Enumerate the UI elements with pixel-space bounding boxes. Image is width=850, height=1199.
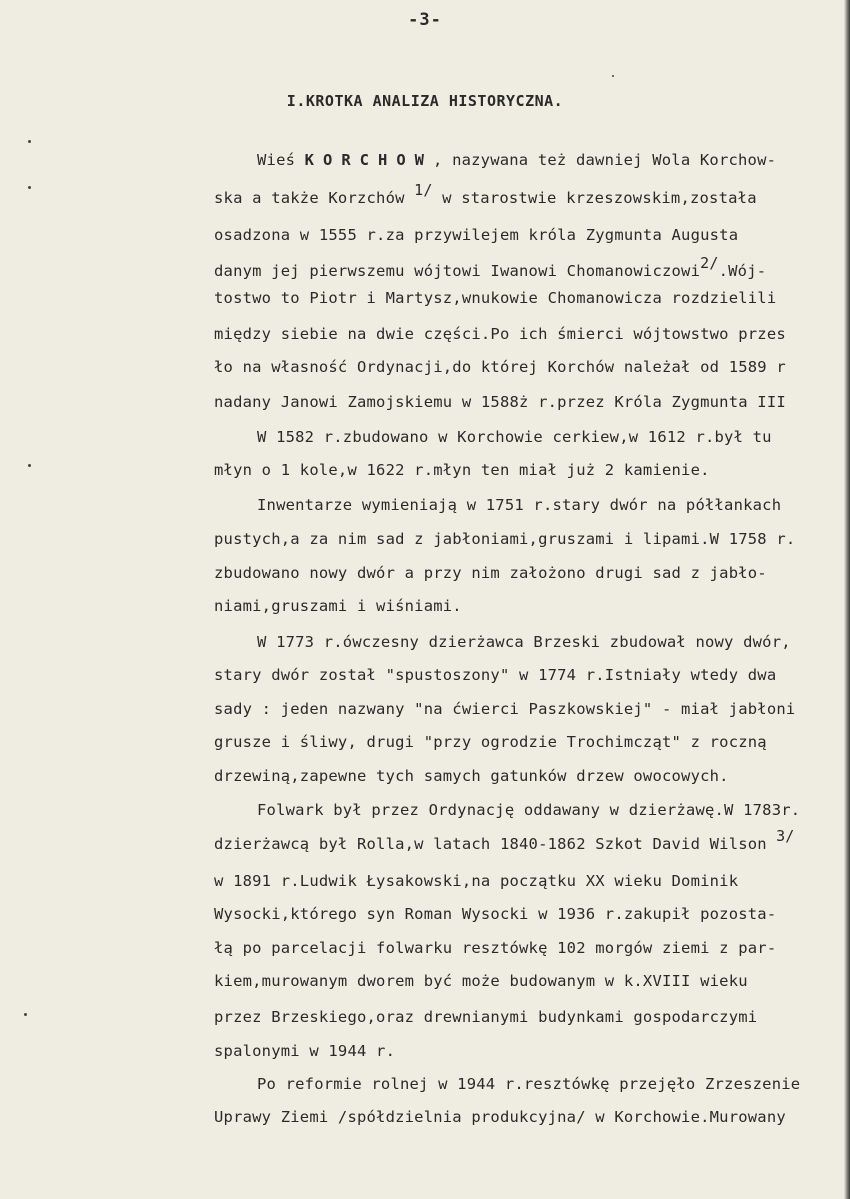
text-line: stary dwór został "spustoszony" w 1774 r.Istniały wtedy dwa <box>214 666 777 684</box>
text-line: drzewiną,zapewne tych samych gatunków drzew owocowych. <box>214 767 729 785</box>
text-line: niami,gruszami i wiśniami. <box>214 597 462 615</box>
margin-speck <box>28 186 31 189</box>
footnote-marker: 1/ <box>414 181 433 199</box>
text-line: Wysocki,którego syn Roman Wysocki w 1936 r.zakupił pozosta- <box>214 905 777 923</box>
text-line: danym jej pierwszemu wójtowi Iwanowi Chomanowiczowi$^{2/}$.Wój- <box>214 254 767 280</box>
text-line: dzierżawcą był Rolla,w latach 1840-1862 Szkot David Wilson $^{3/}$ <box>214 827 795 853</box>
text-line: sady : jeden nazwany "na ćwierci Paszkowskiej" - miał jabłoni <box>214 700 796 718</box>
text-line: zbudowano nowy dwór a przy nim założono drugi sad z jabło- <box>214 564 767 582</box>
text-line: Folwark był przez Ordynację oddawany w dzierżawę.W 1783r. <box>257 801 801 819</box>
text-line: grusze i śliwy, drugi "przy ogrodzie Trochimcząt" z roczną <box>214 733 767 751</box>
text-line: łą po parcelacji folwarku resztówkę 102 morgów ziemi z par- <box>214 939 777 957</box>
footnote-marker: 3/ <box>766 827 795 845</box>
text-line: kiem,murowanym dworem być może budowanym w k.XVIII wieku <box>214 972 748 990</box>
margin-speck <box>24 1013 27 1016</box>
margin-speck <box>28 140 31 143</box>
text-line: nadany Janowi Zamojskiemu w 1588ż r.przez Króla Zygmunta III <box>214 393 786 411</box>
text-line: młyn o 1 kole,w 1622 r.młyn ten miał już 2 kamienie. <box>214 461 710 479</box>
text-line: pustych,a za nim sad z jabłoniami,gruszami i lipami.W 1758 r. <box>214 530 796 548</box>
text-line: ło na własność Ordynacji,do której Korchów należał od 1589 r <box>214 358 786 376</box>
text-line: W 1582 r.zbudowano w Korchowie cerkiew,w 1612 r.był tu <box>257 428 772 446</box>
margin-speck <box>612 75 614 77</box>
text-line: Po reformie rolnej w 1944 r.resztówkę przejęło Zrzeszenie <box>257 1075 801 1093</box>
footnote-marker: 2/ <box>700 254 719 272</box>
text-line: w 1891 r.Ludwik Łysakowski,na początku XX wieku Dominik <box>214 872 739 890</box>
text-line: Uprawy Ziemi /spółdzielnia produkcyjna/ w Korchowie.Murowany <box>214 1108 786 1126</box>
margin-speck <box>28 464 31 467</box>
text-line: osadzona w 1555 r.za przywilejem króla Zygmunta Augusta <box>214 226 739 244</box>
text-line: przez Brzeskiego,oraz drewnianymi budynkami gospodarczymi <box>214 1008 758 1026</box>
page-edge-shadow <box>844 0 850 1199</box>
page-number: -3- <box>408 10 442 30</box>
text-line: spalonymi w 1944 r. <box>214 1042 396 1060</box>
text-line: Inwentarze wymieniają w 1751 r.stary dwór na półłankach <box>257 496 782 514</box>
village-name: KORCHOW <box>304 151 433 169</box>
text-line: W 1773 r.ówczesny dzierżawca Brzeski zbudował nowy dwór, <box>257 633 791 651</box>
text-line: ska a także Korzchów $^{1/}$ w starostwie krzeszowskim,została <box>214 181 757 207</box>
text-line: tostwo to Piotr i Martysz,wnukowie Chomanowicza rozdzielili <box>214 289 777 307</box>
section-heading: I.KROTKA ANALIZA HISTORYCZNA. <box>286 92 564 110</box>
text-line: Wieś KORCHOW, nazywana też dawniej Wola Korchow- <box>257 151 777 169</box>
text-line: między siebie na dwie części.Po ich śmierci wójtowstwo przes <box>214 325 786 343</box>
